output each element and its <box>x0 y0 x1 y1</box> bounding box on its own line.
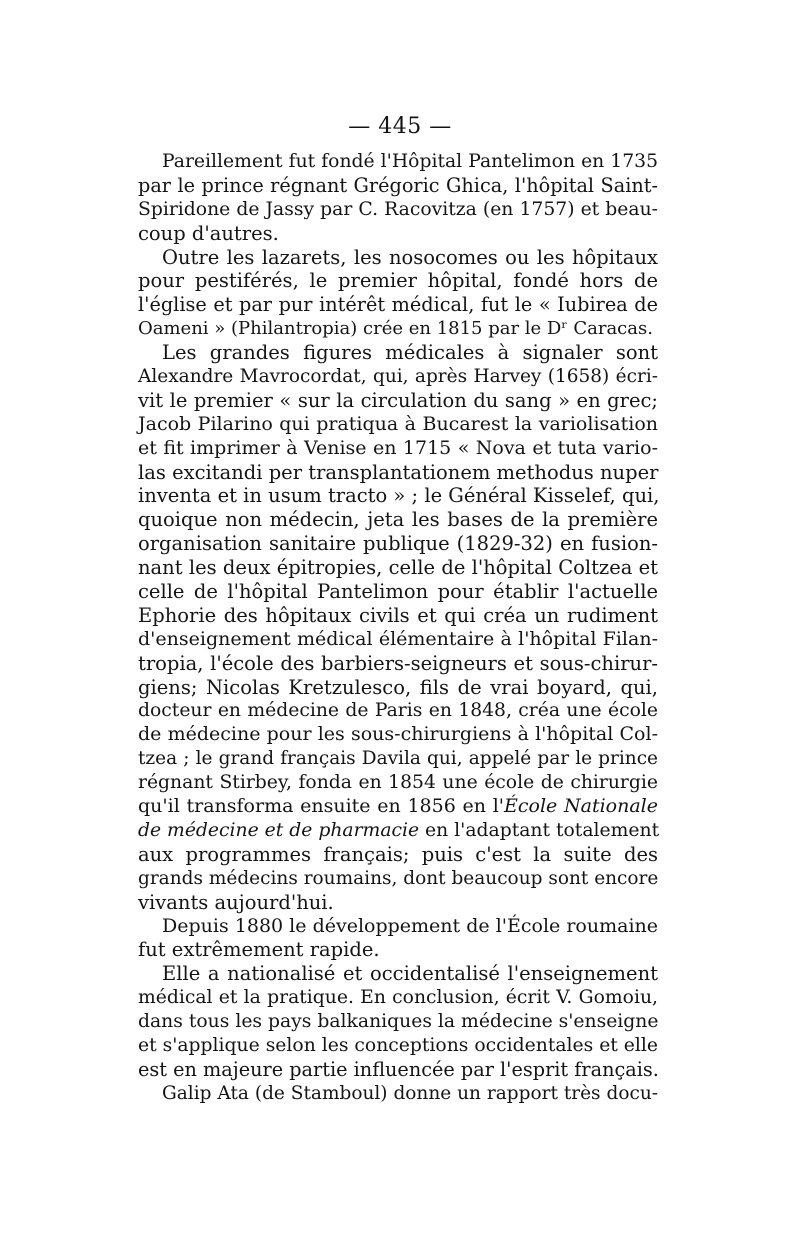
text-line <box>138 723 658 747</box>
line-text: Pareillement fut fondé l'Hôpital Pantelimon en 1735 <box>162 151 658 172</box>
text-line <box>138 1082 658 1106</box>
text-line <box>138 867 658 891</box>
line-text: Oameni » (Philantropia) crée en 1815 par le Dʳ Caracas. <box>138 318 653 340</box>
text-line <box>138 938 658 962</box>
line-text: vit le premier « sur la circulation du sang » en grec; <box>138 388 658 412</box>
line-text: Depuis 1880 le développement de l'École roumaine <box>162 914 658 937</box>
text-line <box>138 222 658 246</box>
line-text: médical et la pratique. En conclusion, écrit V. Gomoiu, <box>138 987 658 1009</box>
line-text: inventa et in usum tracto » ; le Général Kisselef, qui, <box>138 484 660 508</box>
line-text: et fit imprimer à Venise en 1715 « Nova et tuta vario- <box>138 436 658 459</box>
text-line <box>138 246 658 270</box>
line-text: giens; Nicolas Kretzulesco, fils de vrai boyard, qui, <box>138 675 658 699</box>
italic-text: de médecine et de pharmacie <box>138 819 420 841</box>
line-text: Alexandre Mavrocordat, qui, après Harvey (1658) écri- <box>138 366 658 388</box>
text-line <box>138 891 658 915</box>
line-text: Jacob Pilarino qui pratiqua à Bucarest la variolisation <box>138 412 658 435</box>
line-text: et s'applique selon les conceptions occidentales et elle <box>138 1034 658 1056</box>
text-line <box>138 293 658 317</box>
text-line <box>138 437 658 461</box>
text-line <box>138 365 658 389</box>
line-text: Les grandes figures médicales à signaler sont <box>162 341 658 365</box>
text-line <box>138 198 658 222</box>
text-line <box>138 771 658 795</box>
text-line <box>138 413 658 437</box>
text-line <box>138 652 658 676</box>
text-line <box>138 699 658 723</box>
line-text: organisation sanitaire publique (1829-32) en fusion- <box>138 532 658 556</box>
text-line <box>138 461 658 485</box>
text-line <box>138 174 658 198</box>
body-text <box>138 150 658 1106</box>
line-text: vivants aujourd'hui. <box>138 890 334 914</box>
line-text: est en majeure partie influencée par l'esprit français. <box>138 1057 659 1081</box>
line-text: pour pestiférés, le premier hôpital, fondé hors de <box>138 269 658 293</box>
line-text: coup d'autres. <box>138 221 279 245</box>
text-line <box>138 1058 658 1082</box>
line-text: de médecine pour les sous-chirurgiens à l'hôpital Col- <box>138 723 658 746</box>
text-line <box>138 628 658 652</box>
text-line <box>138 580 658 604</box>
line-text: Ephorie des hôpitaux civils et qui créa un rudiment <box>138 603 658 627</box>
text-line <box>138 1034 658 1058</box>
line-text: régnant Stirbey, fonda en 1854 une école de chirurgie <box>138 772 658 794</box>
text-line <box>138 604 658 628</box>
line-text: aux programmes français; puis c'est la suite des <box>138 842 658 866</box>
italic-text: École Nationale <box>504 795 658 818</box>
text-line <box>138 819 658 843</box>
page-number: — 445 — <box>348 114 452 139</box>
text-line <box>138 150 658 174</box>
line-text: grands médecins roumains, dont beaucoup sont encore <box>138 867 659 889</box>
line-text: Spiridone de Jassy par C. Racovitza (en 1757) et beau- <box>138 198 658 220</box>
line-text: dans tous les pays balkaniques la médecine s'enseigne <box>138 1011 659 1033</box>
text-line <box>138 556 658 580</box>
text-line <box>138 484 658 508</box>
text-line <box>138 843 658 867</box>
line-text: celle de l'hôpital Pantelimon pour établir l'actuelle <box>138 580 658 604</box>
text-line <box>138 341 658 365</box>
text-line <box>138 269 658 293</box>
line-text: en l'adaptant totalement <box>419 819 660 841</box>
line-text: quoique non médecin, jeta les bases de la première <box>138 508 658 532</box>
text-line <box>138 676 658 700</box>
line-text: qu'il transforma ensuite en 1856 en l' <box>138 795 505 818</box>
line-text: Elle a nationalisé et occidentalisé l'enseignement <box>162 962 658 986</box>
text-line <box>138 1010 658 1034</box>
text-line <box>138 747 658 771</box>
text-line <box>138 962 658 986</box>
line-text: tzea ; le grand français Davila qui, appelé par le prince <box>138 748 658 770</box>
text-line <box>138 508 658 532</box>
line-text: Outre les lazarets, les nosocomes ou les hôpitaux <box>162 245 658 269</box>
line-text: par le prince régnant Grégoric Ghica, l'hôpital Saint- <box>138 173 658 197</box>
line-text: d'enseignement médical élémentaire à l'hôpital Filan- <box>138 627 658 650</box>
line-text: las excitandi per transplantationem methodus nuper <box>138 460 659 484</box>
text-line <box>138 915 658 939</box>
text-line <box>138 986 658 1010</box>
line-text: nant les deux épitropies, celle de l'hôpital Coltzea et <box>138 556 658 580</box>
text-line <box>138 795 658 819</box>
line-text: docteur en médecine de Paris en 1848, créa une école <box>138 700 658 722</box>
line-text: l'église et par pur intérêt médical, fut le « Iubirea de <box>138 293 658 317</box>
text-line <box>138 532 658 556</box>
line-text: fut extrêmement rapide. <box>138 938 380 962</box>
text-line <box>138 389 658 413</box>
text-line <box>138 317 658 341</box>
line-text: tropia, l'école des barbiers-seigneurs et sous-chirur- <box>138 651 658 675</box>
line-text: Galip Ata (de Stamboul) donne un rapport très docu- <box>162 1082 658 1104</box>
